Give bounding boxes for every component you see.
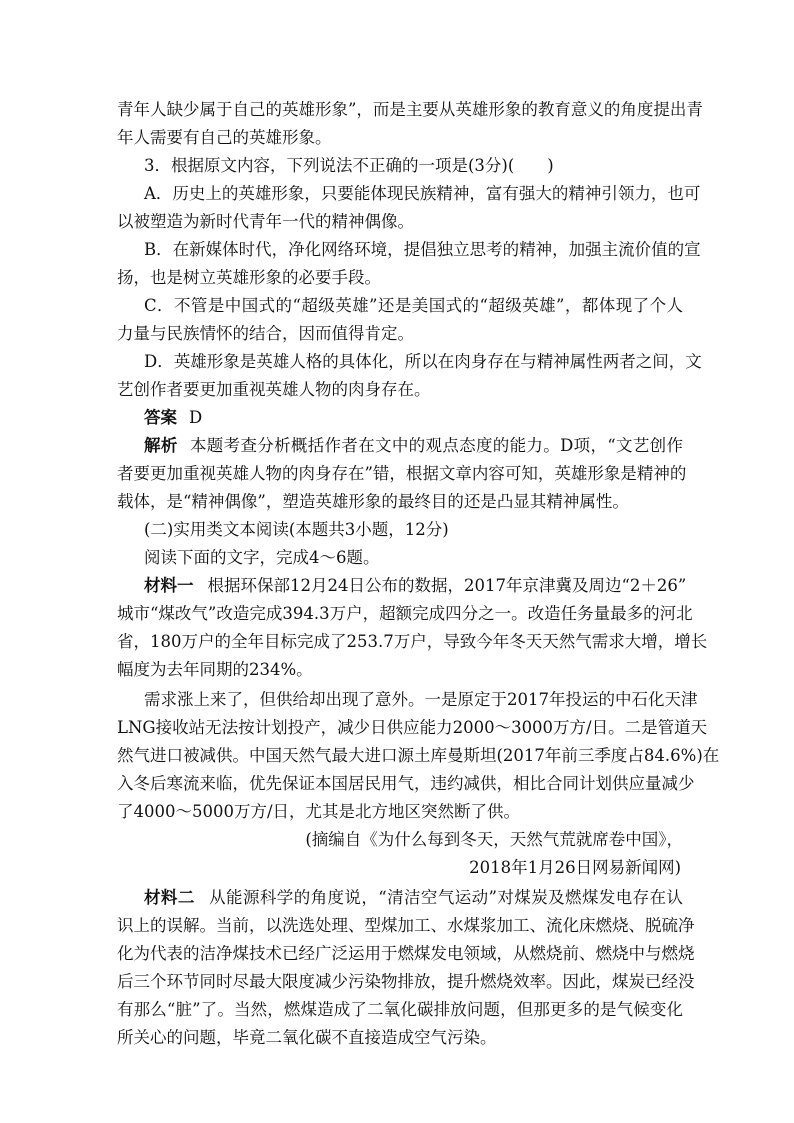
material-1-cont: 幅度为去年同期的234%。 (117, 660, 313, 679)
text-line: 青年人缺少属于自己的英雄形象”，而是主要从英雄形象的教育意义的角度提出青 (117, 100, 703, 119)
material-1-text: 根据环保部12月24日公布的数据，2017年京津冀及周边“2＋26” (207, 576, 687, 595)
answer-line (144, 404, 710, 432)
answer-label: 答案 (144, 408, 177, 427)
material-1-label: 材料一 (144, 576, 194, 595)
material-1-cont: 省，180万户的全年目标完成了253.7万户，导致今年冬天天然气需求大增，增长 (117, 632, 708, 651)
material-2-line (144, 884, 683, 912)
analysis-line (144, 432, 683, 460)
option-b: B．在新媒体时代，净化网络环境，提倡独立思考的精神，加强主流价值的宣 (144, 240, 701, 259)
answer-value: D (189, 408, 203, 427)
option-b-cont: 扬，也是树立英雄形象的必要手段。 (117, 268, 381, 287)
material-2-cont: 有那么“脏”了。当然，燃煤造成了二氧化碳排放问题，但那更多的是气候变化 (117, 1000, 683, 1019)
material-1-para2: 了4000～5000万方/日，尤其是北方地区突然断了供。 (117, 802, 521, 821)
material-2-label: 材料二 (144, 888, 195, 907)
option-a: A．历史上的英雄形象，只要能体现民族精神，富有强大的精神引领力，也可 (144, 184, 701, 203)
option-c: C．不管是中国式的“超级英雄”还是美国式的“超级英雄”，都体现了个人 (144, 296, 683, 315)
analysis-cont: 者要更加重视英雄人物的肉身存在”错，根据文章内容可知，英雄形象是精神的 (117, 464, 687, 483)
material-1-para2: 需求涨上来了，但供给却出现了意外。一是原定于2017年投运的中石化天津 (144, 690, 698, 709)
analysis-cont: 载体，是“精神偶像”，塑造英雄形象的最终目的还是凸显其精神属性。 (117, 492, 629, 511)
section-heading: (二)实用类文本阅读(本题共3小题，12分) (144, 520, 449, 539)
material-1-line (144, 572, 687, 600)
source-citation: 2018年1月26日网易新闻网) (469, 858, 681, 877)
text-line: 年人需要有自己的英雄形象。 (117, 128, 332, 147)
material-2-cont: 化为代表的洁净煤技术已经广泛运用于燃煤发电领域，从燃烧前、燃烧中与燃烧 (117, 944, 695, 963)
analysis-label: 解析 (144, 436, 178, 455)
option-d-cont: 艺创作者要更加重视英雄人物的肉身存在。 (117, 380, 431, 399)
analysis-text: 本题考查分析概括作者在文中的观点态度的能力。D项，“文艺创作 (189, 436, 684, 455)
question-3: 3．根据原文内容，下列说法不正确的一项是(3分)( ) (144, 156, 554, 175)
material-1-para2: 入冬后寒流来临，优先保证本国居民用气，违约减供，相比合同计划供应量减少 (117, 774, 695, 793)
material-2-cont: 所关心的问题，毕竟二氧化碳不直接造成空气污染。 (117, 1028, 497, 1047)
option-c-cont: 力量与民族情怀的结合，因而值得肯定。 (117, 324, 414, 343)
option-d: D．英雄形象是英雄人格的具体化，所以在肉身存在与精神属性两者之间，文 (144, 352, 702, 371)
material-1-para2: LNG接收站无法按计划投产，减少日供应能力2000～3000万方/日。二是管道天 (117, 718, 708, 737)
material-2-text: 从能源科学的角度说，“清洁空气运动”对煤炭及燃煤发电存在认 (208, 888, 683, 907)
material-1-cont: 城市“煤改气”改造完成394.3万户，超额完成四分之一。改造任务量最多的河北 (117, 604, 693, 623)
material-2-cont: 识上的误解。当前，以洗选处理、型煤加工、水煤浆加工、流化床燃烧、脱硫净 (117, 916, 695, 935)
material-2-cont: 后三个环节同时尽最大限度减少污染物排放，提升燃烧效率。因此，煤炭已经没 (117, 972, 695, 991)
section-instruction: 阅读下面的文字，完成4～6题。 (144, 548, 380, 567)
option-a-cont: 以被塑造为新时代青年一代的精神偶像。 (117, 212, 414, 231)
material-1-para2: 然气进口被减供。中国天然气最大进口源土库曼斯坦(2017年前三季度占84.6%)在 (117, 746, 720, 765)
source-citation: (摘编自《为什么每到冬天，天然气荒就席卷中国》， (305, 830, 683, 849)
